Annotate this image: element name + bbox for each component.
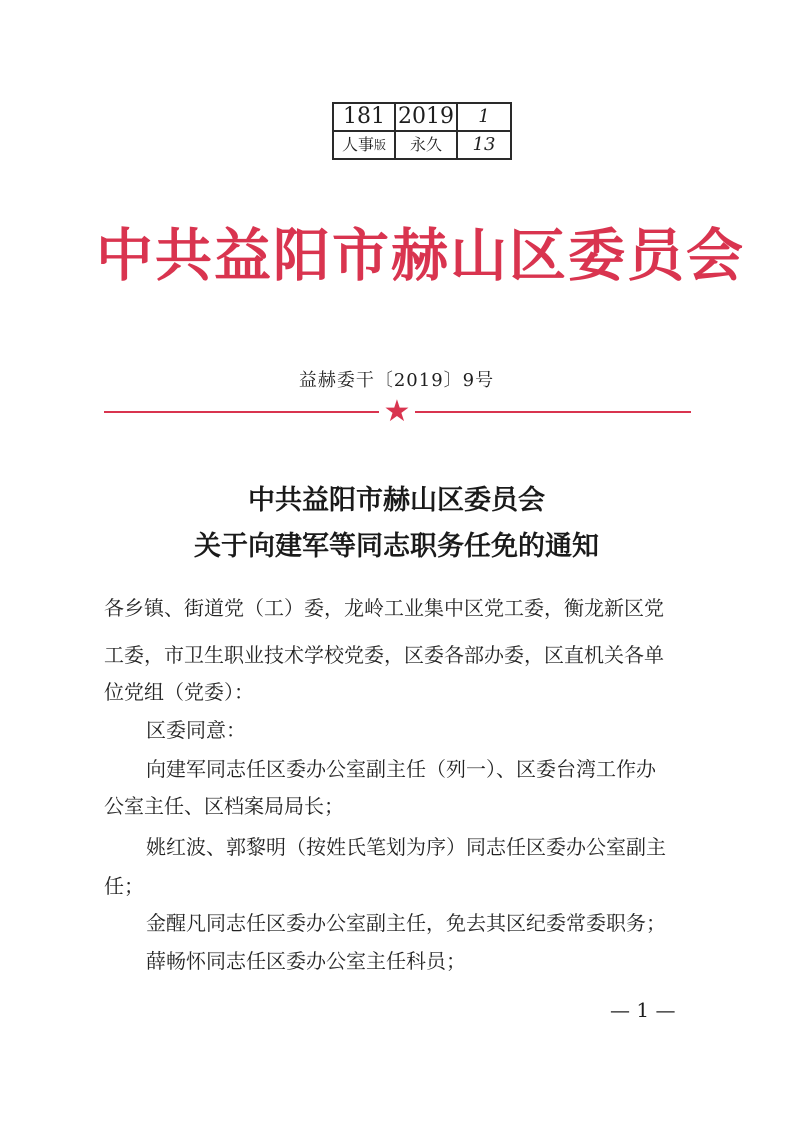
notice-title-line-1: 中共益阳市赫山区委员会 xyxy=(248,485,545,516)
document-number: 益赫委干〔2019〕9号 xyxy=(298,370,495,391)
body-line: 区委同意： xyxy=(146,718,246,742)
archive-category-number: 181 xyxy=(334,104,396,132)
archive-retention-period: 永久 xyxy=(396,132,458,158)
body-line: 姚红波、郭黎明（按姓氏笔划为序）同志任区委办公室副主 xyxy=(146,835,666,859)
archive-year: 2019 xyxy=(396,104,458,132)
page-number: — 1 — xyxy=(610,998,676,1022)
body-line: 各乡镇、街道党（工）委，龙岭工业集中区党工委，衡龙新区党 xyxy=(104,596,664,620)
red-divider-left xyxy=(104,411,379,413)
notice-title-line-2: 关于向建军等同志职务任免的通知 xyxy=(194,531,599,562)
body-line: 位党组（党委）： xyxy=(104,680,254,704)
issuer-masthead: 中共益阳市赫山区委员会 xyxy=(96,223,745,289)
red-divider-right xyxy=(415,411,691,413)
archive-category-label: 人事 版 xyxy=(334,132,396,158)
body-line: 任； xyxy=(104,874,144,898)
archive-stamp xyxy=(332,102,512,160)
red-star-icon: ★ xyxy=(383,394,411,429)
archive-item-number: 13 xyxy=(472,134,496,155)
body-line: 工委，市卫生职业技术学校党委，区委各部办委，区直机关各单 xyxy=(104,643,664,667)
body-line: 向建军同志任区委办公室副主任（列一）、区委台湾工作办 xyxy=(146,757,656,781)
body-line: 薛畅怀同志任区委办公室主任科员； xyxy=(146,949,466,973)
archive-box-number: 1 xyxy=(458,104,510,132)
body-line: 公室主任、区档案局局长； xyxy=(104,794,344,818)
body-line: 金醒凡同志任区委办公室副主任，免去其区纪委常委职务； xyxy=(146,911,666,935)
